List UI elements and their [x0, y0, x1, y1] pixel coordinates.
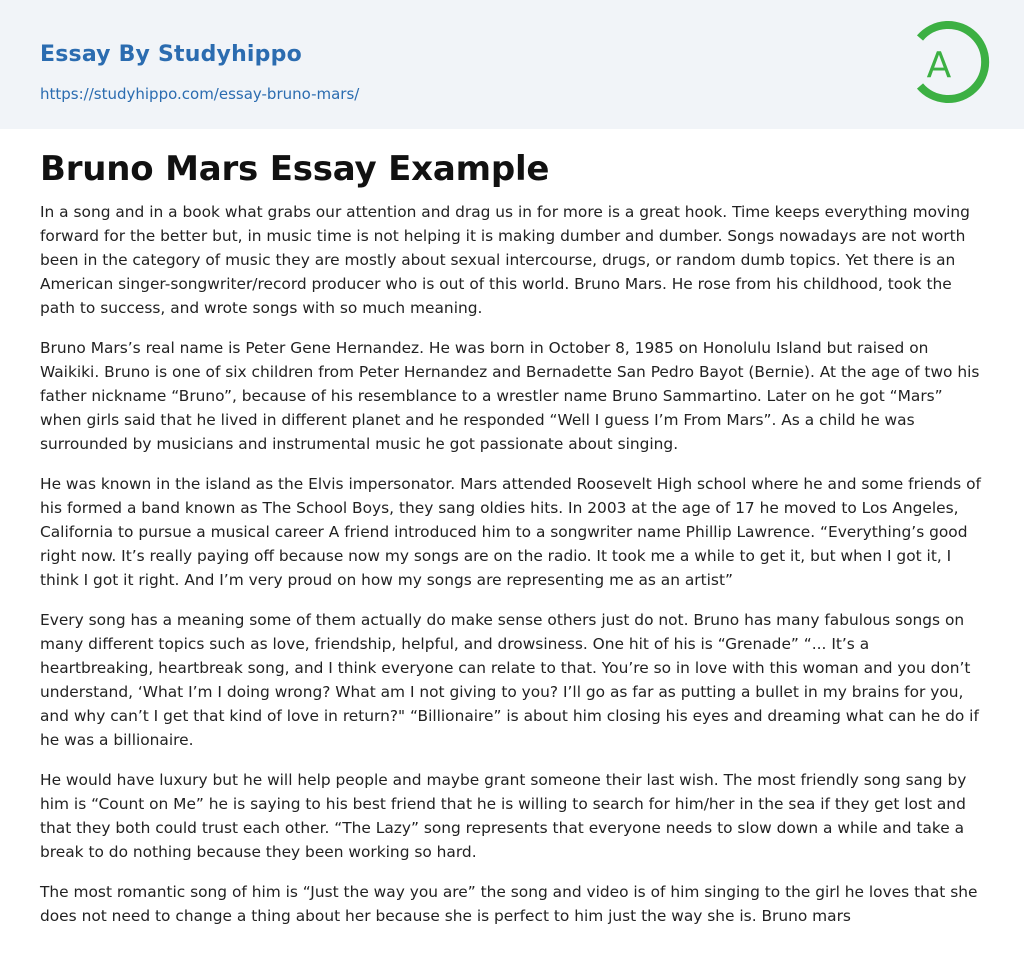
site-header [0, 0, 1024, 129]
source-url-link[interactable]: https://studyhippo.com/essay-bruno-mars/ [40, 85, 360, 103]
studyhippo-logo-icon[interactable] [908, 17, 992, 107]
paragraph: Every song has a meaning some of them actually do make sense others just do not. Bruno has many fabulous songs on many different topics such as love, friendship, helpful, and drowsiness. One hit of his is “Grenade” “... It’s a heartbreaking, heartbreak song, and I think everyone can relate to that. You’re so in love with this woman and you don’t understand, ‘What I’m I doing wrong? What am I not giving to you? I’ll go as far as putting a bullet in my brains for you, and why can’t I get that kind of love in return?" “Billionaire” is about him closing his eyes and dreaming what can he do if he was a billionaire. [40, 611, 979, 749]
brand-title: Essay By Studyhippo [40, 42, 302, 67]
paragraph: Bruno Mars’s real name is Peter Gene Hernandez. He was born in October 8, 1985 on Honolulu Island but raised on Waikiki. Bruno is one of six children from Peter Hernandez and Bernadette San Pedro Bayot (Bernie). At the age of two his father nickname “Bruno”, because of his resemblance to a wrestler name Bruno Sammartino. Later on he got “Mars” when girls said that he lived in different planet and he responded “Well I guess I’m From Mars”. As a child he was surrounded by musicians and instrumental music he got passionate about singing. [40, 339, 980, 453]
article [0, 129, 1024, 928]
page-title: Bruno Mars Essay Example [40, 149, 550, 189]
paragraph: The most romantic song of him is “Just the way you are” the song and video is of him singing to the girl he loves that she does not need to change a thing about her because she is perfect to him just the way she is. Bruno mars [40, 883, 978, 925]
paragraph: In a song and in a book what grabs our attention and drag us in for more is a great hook. Time keeps everything moving forward for the better but, in music time is not helping it is making dumber and dumber. Songs nowadays are not worth been in the category of music they are mostly about sexual intercourse, drugs, or random dumb topics. Yet there is an American singer-songwriter/record producer who is out of this world. Bruno Mars. He rose from his childhood, took the path to success, and wrote songs with so much meaning. [40, 203, 970, 317]
paragraph: He was known in the island as the Elvis impersonator. Mars attended Roosevelt High school where he and some friends of his formed a band known as The School Boys, they sang oldies hits. In 2003 at the age of 17 he moved to Los Angeles, California to pursue a musical career A friend introduced him to a songwriter name Phillip Lawrence. “Everything’s good right now. It’s really paying off because now my songs are on the radio. It took me a while to get it, but when I got it, I think I got it right. And I’m very proud on how my songs are representing me as an artist” [40, 475, 981, 589]
paragraph: He would have luxury but he will help people and maybe grant someone their last wish. The most friendly song sang by him is “Count on Me” he is saying to his best friend that he is willing to search for him/her in the sea if they get lost and that they both could trust each other. “The Lazy” song represents that everyone needs to slow down a while and take a break to do nothing because they been working so hard. [40, 771, 967, 861]
logo-letter: A [926, 45, 952, 86]
